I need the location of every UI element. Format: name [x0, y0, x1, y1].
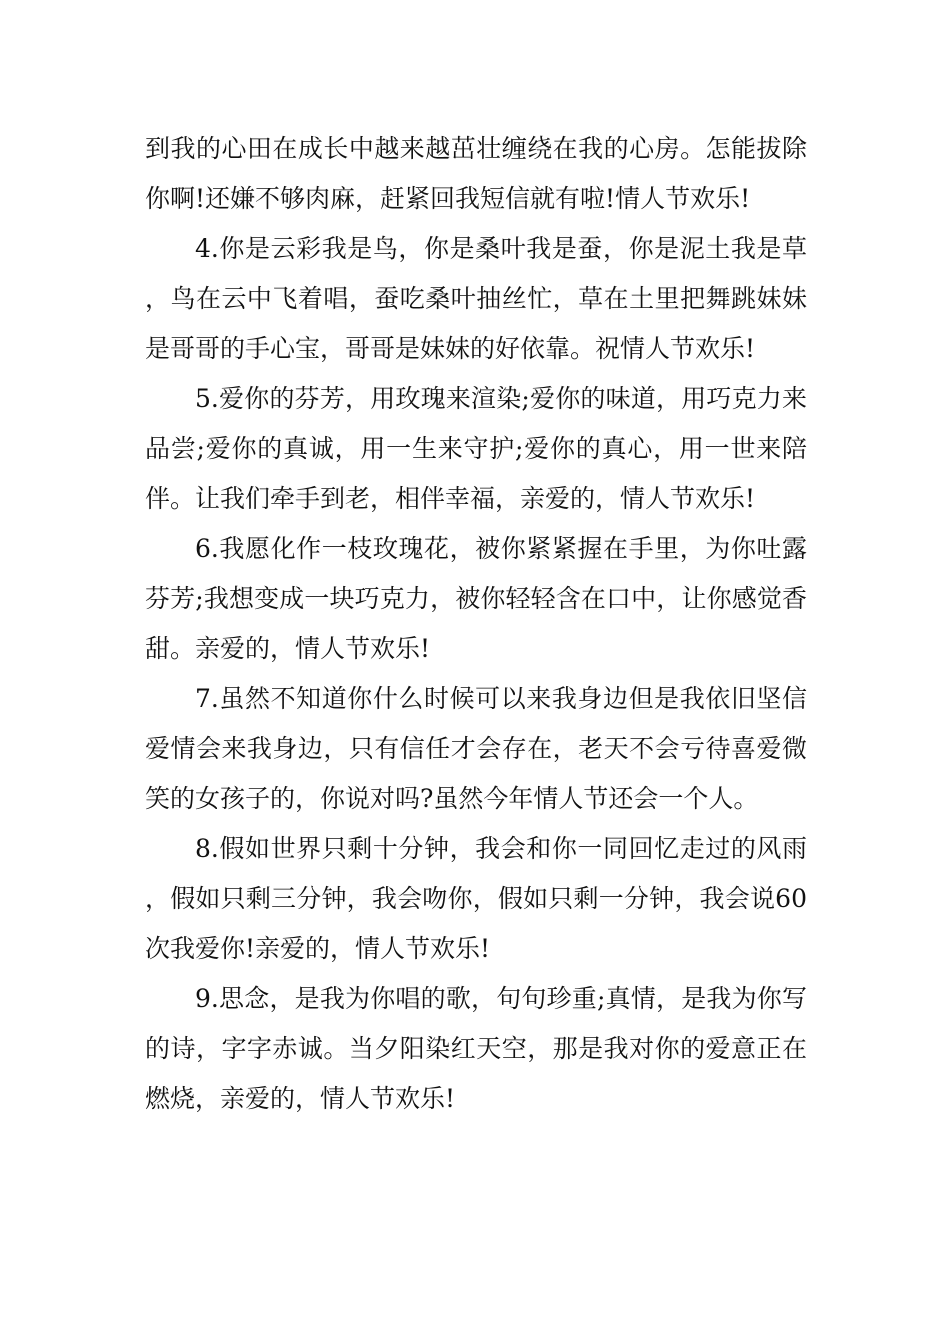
paragraph-item-7: 7.虽然不知道你什么时候可以来我身边但是我依旧坚信爱情会来我身边，只有信任才会存在，老天不会亏待喜爱微笑的女孩子的，你说对吗?虽然今年情人节还会一个人。 [145, 684, 807, 813]
paragraph-item-9: 9.思念，是我为你唱的歌，句句珍重;真情，是我为你写的诗，字字赤诚。当夕阳染红天空，那是我对你的爱意正在燃烧，亲爱的，情人节欢乐! [145, 984, 807, 1113]
paragraph-item-4: 4.你是云彩我是鸟，你是桑叶我是蚕，你是泥土我是草，鸟在云中飞着唱，蚕吃桑叶抽丝忙，草在土里把舞跳妹妹是哥哥的手心宝，哥哥是妹妹的好依靠。祝情人节欢乐! [145, 234, 807, 363]
paragraph-item-6: 6.我愿化作一枝玫瑰花，被你紧紧握在手里，为你吐露芬芳;我想变成一块巧克力，被你轻轻含在口中，让你感觉香甜。亲爱的，情人节欢乐! [145, 534, 807, 663]
paragraph-continued: 到我的心田在成长中越来越茁壮缠绕在我的心房。怎能拔除你啊!还嫌不够肉麻，赶紧回我短信就有啦!情人节欢乐! [145, 134, 807, 213]
paragraph-item-5: 5.爱你的芬芳，用玫瑰来渲染;爱你的味道，用巧克力来品尝;爱你的真诚，用一生来守护;爱你的真心，用一世来陪伴。让我们牵手到老，相伴幸福，亲爱的，情人节欢乐! [145, 384, 807, 513]
paragraph-item-8: 8.假如世界只剩十分钟，我会和你一同回忆走过的风雨，假如只剩三分钟，我会吻你，假如只剩一分钟，我会说60次我爱你!亲爱的，情人节欢乐! [145, 834, 807, 963]
document-page [145, 124, 807, 1124]
